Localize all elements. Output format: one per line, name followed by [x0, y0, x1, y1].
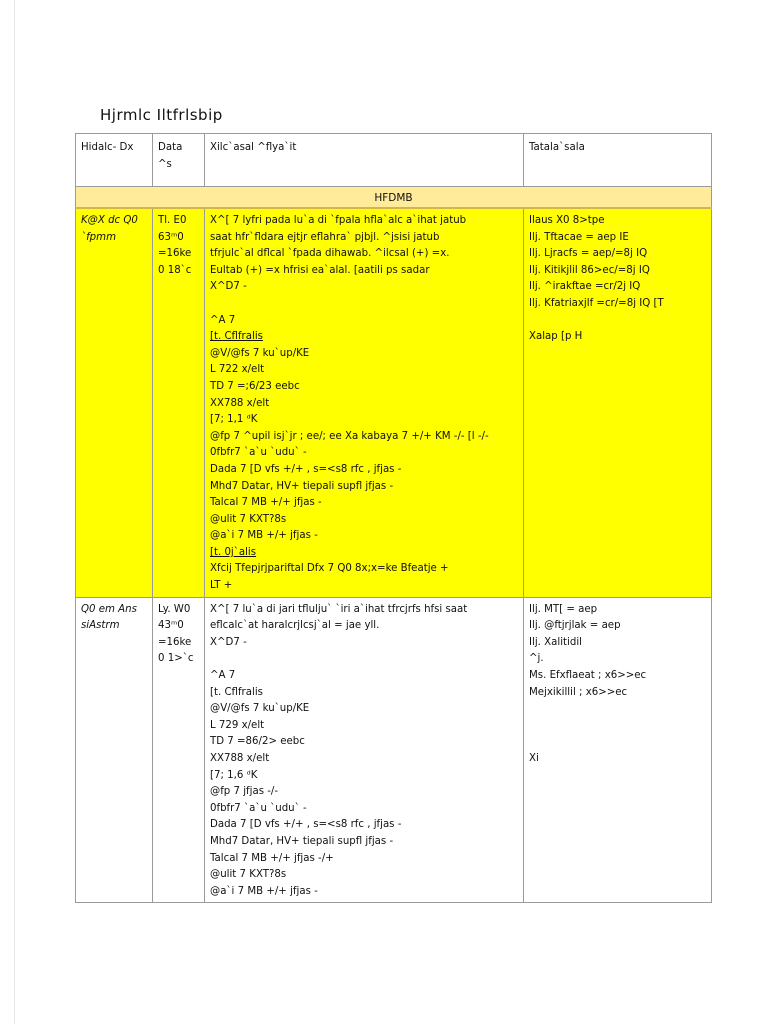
section-label: HFDMB	[76, 187, 712, 209]
header-label-1: Hidalc- Dx	[81, 142, 134, 153]
cell-line: @V/@fs 7 ku`up/KE	[210, 703, 310, 715]
cell-line: Ly. W0	[158, 603, 191, 615]
cell-line: @fp 7 ^upil isj`jr ; ee/; ee Xa kabaya 7 +/+ KM -/- [l -/-	[210, 430, 489, 442]
management-cell	[524, 208, 712, 597]
cell-line: @fp 7 jfjas -/-	[210, 786, 279, 798]
cell-line: Ilj. ^irakftae =cr/2j IQ	[529, 281, 641, 293]
cell-line: =16ke	[158, 636, 192, 648]
cell-line: @ulit 7 KXT?8s	[210, 869, 287, 881]
patient-cell	[76, 597, 153, 903]
cell-line: Mejxikillil ; x6>>ec	[529, 686, 628, 698]
cell-line: `fpmm	[81, 231, 116, 243]
cell-line: Ilj. Kitikjlil 86>ec/=8j IQ	[529, 264, 650, 276]
cell-line: ^A 7	[210, 314, 236, 326]
header-label-2: Data ^s	[158, 142, 183, 170]
cell-line: Xi	[529, 753, 539, 764]
cell-line: ^A 7	[210, 670, 236, 682]
cell-line: Q0 em Ans	[81, 603, 137, 615]
cell-line: [7; 1,6 ᵈK	[210, 769, 258, 781]
cell-line: X^[ 7 lu`a di jari tflulju` `iri a`ihat tfrcjrfs hfsi saat	[210, 603, 468, 615]
cell-line: @ulit 7 KXT?8s	[210, 513, 287, 525]
cell-line: Ilaus X0 8>tpe	[529, 215, 605, 226]
cell-line: tfrjulc`al dflcal `fpada dihawab. ^ilcsal (+) =x.	[210, 248, 450, 260]
header-label-3: Xilc`asal ^flya`it	[210, 142, 297, 153]
header-cell	[205, 134, 524, 187]
cell-line: X^D7 -	[210, 636, 247, 648]
cell-line: X^[ 7 lyfri pada lu`a di `fpala hfla`alc a`ihat jatub	[210, 215, 467, 226]
cell-line	[529, 313, 706, 330]
cell-line: L 722 x/elt	[210, 364, 265, 376]
cell-line: 0fbfr7 `a`u `udu` -	[210, 447, 307, 459]
cell-line: 0 18`c	[158, 264, 192, 276]
cell-line: Ms. Efxflaeat ; x6>>ec	[529, 670, 647, 682]
header-cell	[153, 134, 205, 187]
cell-line: @a`i 7 MB +/+ jfjas -	[210, 885, 318, 897]
cell-line: Dada 7 [D vfs +/+ , s=<s8 rfc , jfjas -	[210, 463, 402, 475]
cell-line: XX788 x/elt	[210, 397, 270, 409]
cell-line: [t. Cflfralis	[210, 331, 263, 343]
cell-line: Talcal 7 MB +/+ jfjas -/+	[210, 852, 334, 864]
cell-line: Talcal 7 MB +/+ jfjas -	[210, 497, 322, 509]
cell-line: [7; 1,1 ᵈK	[210, 414, 258, 426]
cell-line: Ilj. Kfatriaxjlf =cr/=8j IQ [T	[529, 297, 664, 309]
cell-line: Dada 7 [D vfs +/+ , s=<s8 rfc , jfjas -	[210, 819, 402, 831]
cell-line: ^j.	[529, 653, 544, 665]
cell-line	[529, 718, 706, 735]
cell-line: Mhd7 Datar, HV+ tiepali supfl jfjas -	[210, 835, 394, 847]
cell-line: K@X dc Q0	[81, 215, 138, 226]
page-edge	[14, 0, 15, 1024]
clinical-table	[75, 133, 712, 903]
cell-line: 63ᵐ0	[158, 231, 184, 243]
table-row	[76, 208, 712, 597]
section-row	[76, 187, 712, 209]
cell-line: TD 7 =86/2> eebc	[210, 736, 305, 748]
cell-line: [t. 0j`alis	[210, 546, 257, 558]
cell-line: 0 1>`c	[158, 653, 194, 665]
cell-line: [t. Cflfralis	[210, 686, 263, 698]
cell-line: =16ke	[158, 248, 192, 260]
cell-line: LT +	[210, 580, 233, 592]
cell-line: Xalap [p H	[529, 331, 583, 343]
cell-line	[210, 651, 518, 668]
data-cell	[153, 597, 205, 903]
cell-line: eflcalc`at haralcrjlcsj`al = jae yll.	[210, 620, 380, 632]
cell-line: Ilj. MT[ = aep	[529, 603, 598, 615]
findings-cell	[205, 208, 524, 597]
cell-line: Tl. E0	[158, 215, 187, 226]
management-cell	[524, 597, 712, 903]
cell-line: Ilj. Xalitidil	[529, 636, 582, 648]
cell-line: Eultab (+) =x hfrisi ea`alal. [aatili ps sadar	[210, 264, 430, 276]
cell-line: Ilj. Ljracfs = aep/=8j IQ	[529, 248, 648, 260]
table-row	[76, 597, 712, 903]
cell-line	[529, 734, 706, 751]
cell-line: XX788 x/elt	[210, 753, 270, 764]
header-cell	[524, 134, 712, 187]
document-title: Hjrmlc Iltfrlsbip	[100, 106, 223, 124]
header-cell	[76, 134, 153, 187]
cell-line: Mhd7 Datar, HV+ tiepali supfl jfjas -	[210, 480, 394, 492]
cell-line: Ilj. Tftacae = aep IE	[529, 231, 629, 243]
cell-line: Ilj. @ftjrjlak = aep	[529, 620, 621, 632]
cell-line: siAstrm	[81, 620, 120, 632]
patient-cell	[76, 208, 153, 597]
cell-line: 43ᵐ0	[158, 620, 184, 632]
cell-line: TD 7 =;6/23 eebc	[210, 380, 300, 392]
findings-cell	[205, 597, 524, 903]
cell-line	[529, 701, 706, 718]
header-label-4: Tatala`sala	[529, 142, 585, 153]
cell-line: @V/@fs 7 ku`up/KE	[210, 347, 310, 359]
table-header-row	[76, 134, 712, 187]
cell-line: @a`i 7 MB +/+ jfjas -	[210, 530, 318, 542]
cell-line: saat hfr`fldara ejtjr eflahra` pjbjl. ^jsisi jatub	[210, 231, 440, 243]
cell-line: Xfcij Tfepjrjpariftal Dfx 7 Q0 8x;x=ke Bfeatje +	[210, 563, 449, 575]
cell-line: 0fbfr7 `a`u `udu` -	[210, 802, 307, 814]
data-cell	[153, 208, 205, 597]
cell-line: X^D7 -	[210, 281, 247, 293]
cell-line: L 729 x/elt	[210, 719, 265, 731]
cell-line	[210, 296, 518, 313]
